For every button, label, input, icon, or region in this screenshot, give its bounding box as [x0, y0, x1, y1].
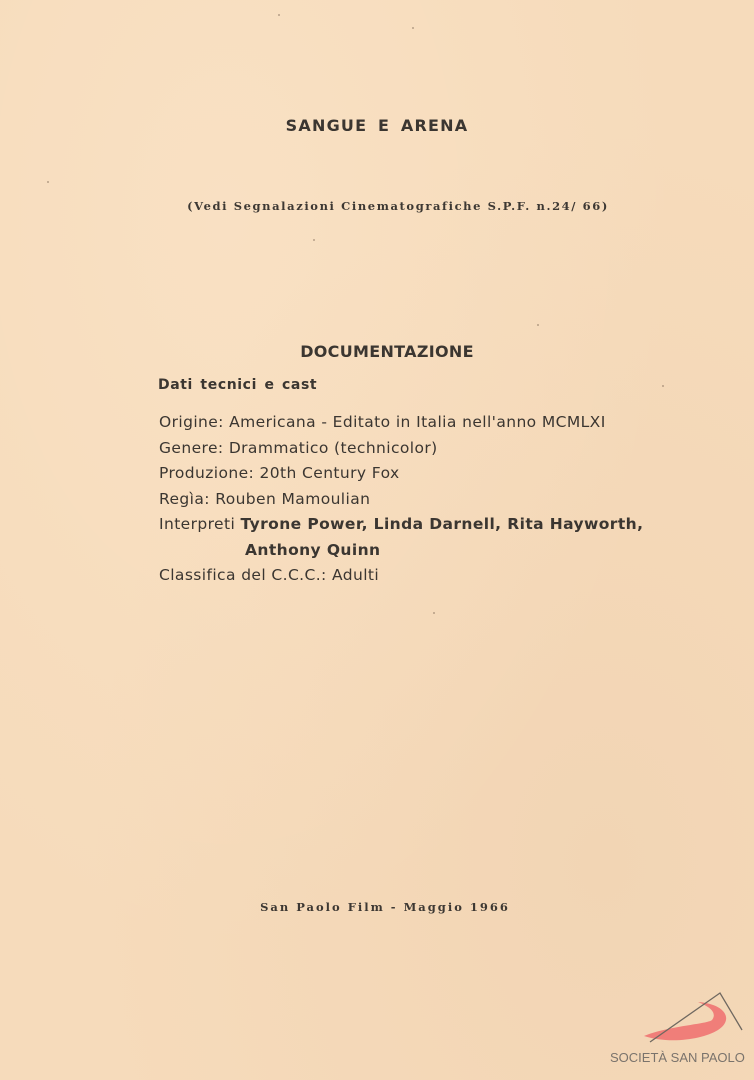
detail-production: [159, 461, 643, 487]
detail-label: Classifica del C.C.C.:: [159, 566, 327, 584]
detail-value: 20th Century Fox: [259, 464, 400, 482]
san-paolo-logo-icon: [638, 990, 748, 1052]
footer-note: San Paolo Film - Maggio 1966: [260, 900, 510, 914]
paper-speck: [433, 612, 435, 614]
detail-cast-continuation: [159, 538, 643, 564]
reference-note: (Vedi Segnalazioni Cinematografiche S.P.F. n.24/ 66): [187, 199, 609, 213]
watermark-text: SOCIETÀ SAN PAOLO: [610, 1050, 745, 1065]
details-list: [159, 410, 643, 589]
paper-speck: [412, 27, 414, 29]
detail-label: Interpreti: [159, 515, 236, 533]
detail-rating: [159, 563, 643, 589]
document-title: SANGUE E ARENA: [285, 116, 469, 135]
detail-label: Regìa:: [159, 489, 210, 508]
paper-speck: [662, 385, 664, 387]
detail-director: [159, 487, 643, 513]
detail-genre: [159, 436, 643, 462]
detail-label: Produzione:: [159, 464, 255, 482]
paper-speck: [47, 181, 49, 183]
subheading: Dati tecnici e cast: [158, 377, 318, 393]
detail-value: Rouben Mamoulian: [215, 489, 371, 508]
detail-value: Americana - Editato in Italia nell'anno MCMLXI: [229, 413, 606, 431]
paper-speck: [313, 239, 315, 241]
detail-value: Tyrone Power, Linda Darnell, Rita Hayworth,: [240, 515, 644, 533]
detail-cast: [159, 512, 643, 538]
detail-value: Drammatico (technicolor): [228, 438, 438, 457]
detail-label: Genere:: [159, 438, 224, 457]
section-heading: DOCUMENTAZIONE: [300, 342, 474, 361]
detail-origin: [159, 410, 643, 436]
watermark-logo: [600, 985, 754, 1080]
paper-speck: [537, 324, 539, 326]
detail-value: Adulti: [332, 566, 380, 584]
detail-label: Origine:: [159, 413, 224, 431]
paper-speck: [278, 14, 280, 16]
detail-value: Anthony Quinn: [245, 540, 381, 559]
